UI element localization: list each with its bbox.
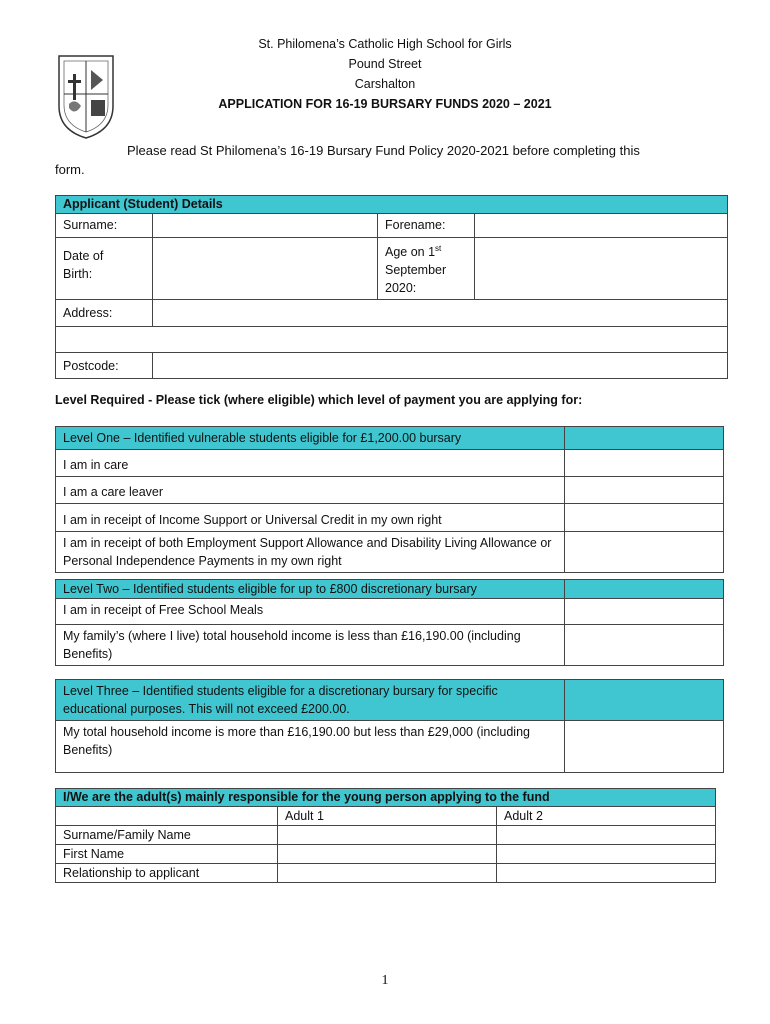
level-one-tick-box[interactable] (565, 477, 724, 504)
school-street: Pound Street (348, 57, 422, 71)
adults-corner-cell (56, 807, 278, 826)
adult-2-surname-field[interactable] (497, 826, 716, 845)
level-three-tick-box[interactable] (565, 721, 724, 773)
level-two-row: I am in receipt of Free School Meals (56, 599, 565, 625)
level-one-tick-box[interactable] (565, 504, 724, 532)
applicant-details-table (55, 195, 728, 379)
level-one-tick-box[interactable] (565, 450, 724, 477)
age-label: Age on 1st September 2020: (378, 238, 475, 300)
level-two-table (55, 579, 724, 666)
adult-2-firstname-field[interactable] (497, 845, 716, 864)
form-title: APPLICATION FOR 16-19 BURSARY FUNDS 2020 – 2021 (218, 97, 552, 111)
surname-field[interactable] (153, 214, 378, 238)
address-label: Address: (56, 300, 153, 327)
adults-row-label: Relationship to applicant (56, 864, 278, 883)
dob-field[interactable] (153, 238, 378, 300)
adults-row-label: Surname/Family Name (56, 826, 278, 845)
level-three-row: My total household income is more than £16,190.00 but less than £29,000 (including Benefits) (56, 721, 565, 773)
adults-row-label: First Name (56, 845, 278, 864)
intro-line-1: Please read St Philomena’s 16-19 Bursary Fund Policy 2020-2021 before completing this (127, 143, 640, 158)
level-one-table (55, 426, 724, 573)
adult-1-surname-field[interactable] (278, 826, 497, 845)
level-three-table (55, 679, 724, 773)
dob-label: Date of Birth: (56, 238, 153, 300)
level-one-tick-header (565, 427, 724, 450)
level-one-row: I am in receipt of Income Support or Universal Credit in my own right (56, 504, 565, 532)
intro-line-2: form. (55, 162, 85, 177)
level-one-row: I am a care leaver (56, 477, 565, 504)
address-field-1[interactable] (153, 300, 728, 327)
level-one-tick-box[interactable] (565, 532, 724, 573)
address-field-2[interactable] (56, 327, 728, 353)
level-one-heading: Level One – Identified vulnerable students eligible for £1,200.00 bursary (56, 427, 565, 450)
adult-1-relationship-field[interactable] (278, 864, 497, 883)
postcode-field[interactable] (153, 353, 728, 379)
level-three-tick-header (565, 680, 724, 721)
page-number: 1 (381, 973, 389, 988)
school-name: St. Philomena’s Catholic High School for Girls (258, 37, 512, 51)
surname-label: Surname: (56, 214, 153, 238)
adult-2-header: Adult 2 (497, 807, 716, 826)
level-three-heading: Level Three – Identified students eligible for a discretionary bursary for specific educational purposes. This will not exceed £200.00. (56, 680, 565, 721)
adult-1-firstname-field[interactable] (278, 845, 497, 864)
adult-1-header: Adult 1 (278, 807, 497, 826)
adult-2-relationship-field[interactable] (497, 864, 716, 883)
level-two-tick-box[interactable] (565, 599, 724, 625)
adults-table (55, 788, 716, 883)
school-town: Carshalton (354, 77, 416, 91)
postcode-label: Postcode: (56, 353, 153, 379)
applicant-heading: Applicant (Student) Details (56, 196, 728, 214)
level-two-tick-box[interactable] (565, 625, 724, 666)
age-field[interactable] (475, 238, 728, 300)
level-one-row: I am in care (56, 450, 565, 477)
adults-heading: I/We are the adult(s) mainly responsible for the young person applying to the fund (56, 789, 716, 807)
level-one-row: I am in receipt of both Employment Support Allowance and Disability Living Allowance or Personal Independence Payments in my own right (56, 532, 565, 573)
level-two-tick-header (565, 580, 724, 599)
level-two-heading: Level Two – Identified students eligible for up to £800 discretionary bursary (56, 580, 565, 599)
forename-label: Forename: (378, 214, 475, 238)
level-required-heading: Level Required - Please tick (where eligible) which level of payment you are applying for: (55, 393, 583, 407)
forename-field[interactable] (475, 214, 728, 238)
level-two-row: My family’s (where I live) total household income is less than £16,190.00 (including Benefits) (56, 625, 565, 666)
